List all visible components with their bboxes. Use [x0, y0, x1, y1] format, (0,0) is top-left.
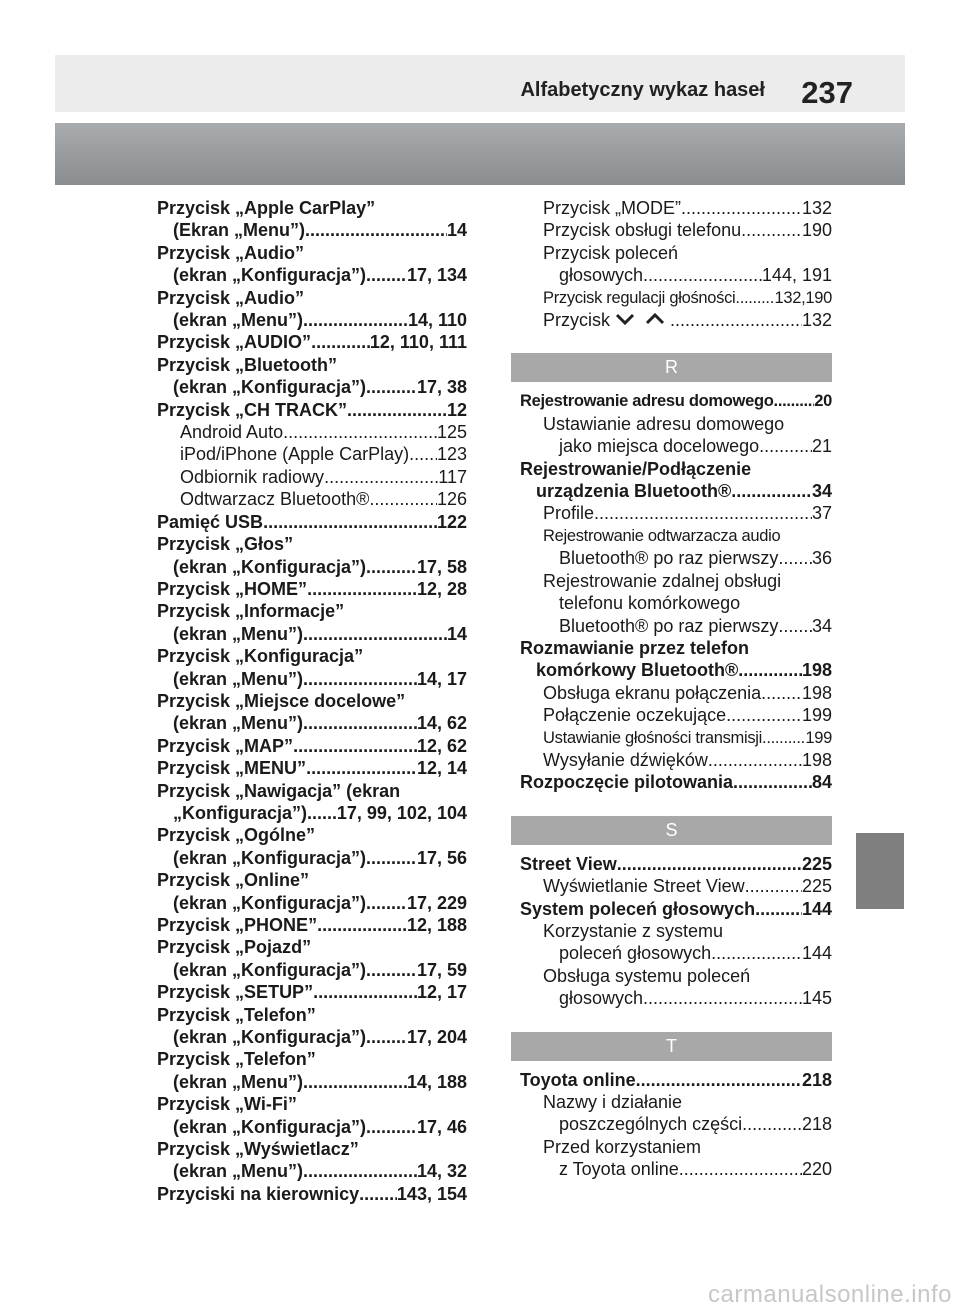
index-entry — [520, 1136, 832, 1158]
leader-dots — [303, 712, 417, 734]
index-entry — [157, 824, 467, 846]
entry-page: 21 — [811, 436, 832, 457]
entry-text: Bluetooth® po raz pierwszy — [559, 548, 779, 569]
entry-page: 14 — [446, 623, 467, 644]
entry-text: poszczególnych części — [559, 1114, 743, 1135]
leader-dots — [774, 390, 815, 412]
index-entry — [520, 242, 832, 264]
index-column-right — [520, 197, 832, 1181]
index-entry — [157, 1026, 467, 1048]
index-entry — [157, 1138, 467, 1160]
entry-page: 14, 62 — [416, 713, 467, 734]
section-thumb-tab — [856, 833, 904, 909]
entry-page: 84 — [811, 772, 832, 793]
entry-text: Ustawianie adresu domowego — [543, 413, 785, 434]
entry-text: Street View — [520, 853, 617, 874]
entry-text: (ekran „Konfiguracja”) — [173, 556, 367, 577]
entry-text: Przycisk „PHONE” — [157, 915, 318, 935]
entry-text: Przycisk „Audio” — [157, 242, 305, 263]
entry-page: 17, 59 — [416, 959, 467, 980]
index-entry — [157, 399, 467, 421]
index-entry — [157, 488, 467, 510]
index-entry — [520, 637, 832, 659]
index-entry — [157, 623, 467, 645]
index-entry — [157, 219, 467, 241]
index-entry — [157, 600, 467, 622]
entry-page: 12, 28 — [416, 578, 467, 599]
entry-text: Rozpoczęcie pilotowania — [520, 772, 734, 793]
index-entry — [520, 682, 832, 704]
leader-dots — [409, 443, 437, 465]
entry-text: Obsługa ekranu połączenia — [543, 682, 762, 703]
entry-text: Rejestrowanie adresu domowego — [520, 392, 774, 411]
entry-page: 12, 14 — [416, 758, 467, 779]
section-gap — [520, 845, 832, 853]
entry-page: 198 — [801, 749, 832, 770]
entry-text: (ekran „Menu”) — [173, 1071, 304, 1092]
index-entry — [157, 892, 467, 914]
leader-dots — [679, 1158, 802, 1180]
index-entry — [520, 853, 832, 875]
entry-text: poleceń głosowych — [559, 943, 712, 964]
entry-text: Bluetooth® po raz pierwszy — [559, 615, 779, 636]
entry-page: 12, 17 — [416, 982, 467, 1003]
index-entry — [520, 727, 832, 749]
leader-dots — [594, 502, 812, 524]
index-entry — [157, 914, 467, 936]
index-entry — [520, 1113, 832, 1135]
index-entry — [520, 390, 832, 412]
entry-text: (ekran „Menu”) — [173, 623, 304, 644]
index-entry — [520, 1091, 832, 1113]
entry-page: 218 — [801, 1069, 832, 1090]
entry-text: Przycisk „Apple CarPlay” — [157, 198, 376, 218]
entry-page: 132 — [801, 310, 832, 331]
index-entry — [157, 1004, 467, 1026]
leader-dots — [643, 264, 762, 286]
index-entry — [157, 578, 467, 600]
entry-text: Przycisk — [543, 310, 610, 331]
entry-text: (Ekran „Menu”) — [173, 220, 306, 241]
index-entry — [520, 875, 832, 897]
index-entry — [157, 1183, 467, 1205]
leader-dots — [313, 981, 417, 1003]
entry-text: Nazwy i działanie — [543, 1092, 683, 1112]
index-entry — [520, 771, 832, 793]
entry-page: 12, 188 — [406, 915, 467, 935]
entry-text: Przycisk „MODE” — [543, 198, 681, 218]
entry-text: Przycisk „Miejsce docelowe” — [157, 690, 406, 711]
index-entry — [520, 749, 832, 771]
entry-text: Pamięć USB — [157, 511, 264, 532]
entry-page: 198 — [801, 682, 832, 703]
leader-dots — [303, 668, 417, 690]
entry-page: 17, 56 — [416, 847, 467, 868]
page-number: 237 — [801, 75, 853, 110]
index-entry — [157, 309, 467, 331]
index-entry — [157, 511, 467, 533]
index-entry — [157, 959, 467, 981]
leader-dots — [303, 623, 447, 645]
entry-page: 123 — [436, 444, 467, 465]
leader-dots — [369, 488, 437, 510]
entry-page: 199 — [805, 728, 832, 747]
leader-dots — [755, 898, 802, 920]
leader-dots — [617, 853, 802, 875]
section-gap — [520, 1061, 832, 1069]
page-header — [55, 55, 905, 112]
index-entry — [157, 936, 467, 958]
letter-heading: T — [511, 1032, 832, 1061]
entry-text: Przycisk regulacji głośności — [543, 288, 736, 307]
entry-text: Przycisk „Bluetooth” — [157, 354, 338, 375]
leader-dots — [366, 264, 407, 286]
entry-text: Rozmawianie przez telefon — [520, 637, 750, 658]
entry-page: 198 — [801, 660, 832, 681]
leader-dots — [759, 435, 812, 457]
entry-text: Przycisk „MENU” — [157, 758, 307, 779]
chevron-down-icon — [614, 309, 636, 331]
index-entry — [520, 920, 832, 942]
entry-text: Odbiornik radiowy — [180, 466, 325, 487]
index-entry — [520, 413, 832, 435]
index-entry — [520, 592, 832, 614]
leader-dots — [670, 309, 802, 331]
entry-text: Android Auto — [180, 422, 284, 443]
index-entry — [157, 757, 467, 779]
index-entry — [157, 354, 467, 376]
index-entry — [157, 556, 467, 578]
entry-page: 122 — [436, 511, 467, 532]
entry-page: 17, 204 — [406, 1027, 467, 1048]
entry-text: Przycisk „MAP” — [157, 735, 294, 756]
index-entry — [157, 287, 467, 309]
entry-text: Przycisk „Online” — [157, 870, 310, 891]
entry-text: urządzenia Bluetooth® — [536, 481, 732, 502]
entry-text: Przycisk „Nawigacja” (ekran — [157, 780, 401, 801]
leader-dots — [307, 802, 337, 824]
index-entry — [157, 533, 467, 555]
entry-page: 34 — [811, 615, 832, 636]
leader-dots — [366, 1116, 417, 1138]
entry-page: 218 — [801, 1114, 832, 1135]
entry-text: Przycisk „Telefon” — [157, 1049, 316, 1070]
entry-text: Przycisk „Pojazd” — [157, 937, 312, 958]
leader-dots — [742, 1113, 802, 1135]
index-entry — [520, 942, 832, 964]
entry-page: 14, 188 — [406, 1071, 467, 1092]
entry-page: 199 — [801, 705, 832, 726]
entry-page: 125 — [436, 422, 467, 443]
entry-page: 145 — [801, 988, 832, 1009]
entry-page: 37 — [811, 503, 832, 524]
section-gap — [520, 331, 832, 353]
index-entry — [157, 197, 467, 219]
entry-text: Przycisk „Wyświetlacz” — [157, 1139, 359, 1160]
entry-page: 14, 17 — [416, 668, 467, 689]
entry-page: 143, 154 — [396, 1183, 467, 1204]
leader-dots — [745, 875, 802, 897]
index-entry — [520, 547, 832, 569]
index-entry — [157, 735, 467, 757]
entry-page: 144 — [801, 943, 832, 964]
entry-text: Rejestrowanie zdalnej obsługi — [543, 570, 782, 591]
leader-dots — [636, 1069, 802, 1091]
entry-text: Przycisk „Głos” — [157, 534, 294, 555]
entry-text: Przycisk „AUDIO” — [157, 332, 312, 353]
index-entry — [520, 435, 832, 457]
index-entry — [157, 466, 467, 488]
leader-dots — [366, 847, 417, 869]
leader-dots — [366, 556, 417, 578]
entry-text: (ekran „Konfiguracja”) — [173, 892, 367, 913]
index-entry — [520, 197, 832, 219]
index-entry — [157, 981, 467, 1003]
entry-text: komórkowy Bluetooth® — [536, 660, 739, 681]
entry-text: Profile — [543, 503, 595, 524]
entry-text: Przycisk „Konfiguracja” — [157, 646, 364, 667]
index-entry — [520, 287, 832, 309]
entry-text: Toyota online — [520, 1069, 636, 1090]
leader-dots — [311, 331, 370, 353]
entry-page: 17, 99, 102, 104 — [336, 802, 467, 823]
entry-text: Wyświetlanie Street View — [543, 876, 745, 897]
index-entry — [157, 264, 467, 286]
leader-dots — [283, 421, 437, 443]
entry-page: 117 — [438, 466, 467, 487]
leader-dots — [681, 197, 802, 219]
section-title: Alfabetyczny wykaz haseł — [520, 79, 765, 101]
entry-text: Odtwarzacz Bluetooth® — [180, 489, 370, 510]
section-gap — [520, 382, 832, 390]
entry-text: Przycisk „Ogólne” — [157, 825, 316, 846]
letter-heading: R — [511, 353, 832, 382]
index-entry — [157, 1093, 467, 1115]
entry-page: 17, 134 — [406, 265, 467, 286]
entry-text: iPod/iPhone (Apple CarPlay) — [180, 444, 410, 465]
entry-page: 14, 110 — [407, 310, 467, 331]
index-entry — [157, 780, 467, 802]
index-entry — [157, 376, 467, 398]
index-entry — [520, 898, 832, 920]
index-entry — [520, 264, 832, 286]
entry-text: Przycisk obsługi telefonu — [543, 220, 742, 241]
entry-text: (ekran „Menu”) — [173, 1161, 304, 1182]
index-entry — [157, 421, 467, 443]
section-gap — [520, 794, 832, 816]
index-entry — [520, 525, 832, 547]
index-entry — [157, 712, 467, 734]
index-entry — [520, 659, 832, 681]
entry-text: Przycisk „SETUP” — [157, 982, 314, 1003]
index-entry-chevron — [520, 309, 832, 331]
entry-text: Połączenie oczekujące — [543, 705, 727, 726]
leader-dots — [366, 892, 407, 914]
index-entry — [520, 480, 832, 502]
letter-heading: S — [511, 816, 832, 845]
entry-text: Przycisk „Wi-Fi” — [157, 1094, 297, 1115]
leader-dots — [305, 219, 447, 241]
index-entry — [157, 242, 467, 264]
entry-page: 14 — [446, 220, 467, 241]
index-entry — [520, 219, 832, 241]
entry-text: (ekran „Menu”) — [173, 713, 304, 734]
entry-page: 17, 38 — [416, 377, 467, 398]
index-entry — [157, 443, 467, 465]
index-entry — [157, 645, 467, 667]
index-entry — [520, 704, 832, 726]
entry-text: (ekran „Konfiguracja”) — [173, 1116, 367, 1137]
entry-text: telefonu komórkowego — [559, 593, 741, 614]
entry-text: (ekran „Konfiguracja”) — [173, 1027, 367, 1048]
entry-text: Przyciski na kierownicy — [157, 1183, 360, 1204]
entry-page: 12, 110, 111 — [369, 332, 467, 353]
index-entry — [520, 615, 832, 637]
watermark: carmanualsonline.info — [708, 1281, 952, 1308]
leader-dots — [317, 914, 407, 936]
entry-page: 220 — [801, 1159, 832, 1180]
entry-page: 17, 229 — [406, 892, 467, 913]
leader-dots — [366, 959, 417, 981]
entry-text: (ekran „Konfiguracja”) — [173, 847, 367, 868]
leader-dots — [293, 735, 417, 757]
leader-dots — [324, 466, 438, 488]
entry-text: Przycisk „Audio” — [157, 287, 305, 308]
leader-dots — [347, 399, 447, 421]
entry-text: jako miejsca docelowego — [559, 436, 760, 457]
entry-text: Przed korzystaniem — [543, 1136, 702, 1157]
entry-page: 14, 32 — [416, 1161, 467, 1182]
leader-dots — [643, 987, 802, 1009]
index-entry — [520, 1158, 832, 1180]
index-entry — [157, 1160, 467, 1182]
leader-dots — [303, 1160, 417, 1182]
leader-dots — [366, 1026, 407, 1048]
entry-text: Przycisk poleceń — [543, 242, 679, 263]
entry-text: głosowych — [559, 265, 644, 286]
leader-dots — [741, 219, 802, 241]
entry-text: z Toyota online — [559, 1159, 679, 1180]
leader-dots — [263, 511, 437, 533]
leader-dots — [726, 704, 802, 726]
entry-page: 144, 191 — [761, 265, 832, 286]
index-entry — [157, 331, 467, 353]
entry-page: 132,190 — [774, 288, 832, 307]
index-entry — [157, 869, 467, 891]
header-band — [55, 123, 905, 185]
leader-dots — [738, 659, 802, 681]
entry-text: (ekran „Menu”) — [173, 668, 304, 689]
entry-text: Przycisk „Informacje” — [157, 601, 345, 622]
index-entry — [157, 690, 467, 712]
leader-dots — [778, 615, 812, 637]
leader-dots — [711, 942, 802, 964]
entry-text: „Konfiguracja”) — [173, 802, 308, 823]
entry-text: System poleceń głosowych — [520, 898, 756, 919]
entry-text: Rejestrowanie odtwarzacza audio — [543, 526, 781, 545]
entry-text: Przycisk „Telefon” — [157, 1004, 316, 1025]
entry-page: 17, 46 — [416, 1116, 467, 1137]
leader-dots — [733, 771, 812, 793]
entry-text: Wysyłanie dźwięków — [543, 749, 708, 770]
index-column-left — [157, 197, 467, 1205]
index-entry — [520, 502, 832, 524]
leader-dots — [708, 749, 802, 771]
leader-dots — [303, 1071, 407, 1093]
leader-dots — [306, 757, 417, 779]
index-entry — [157, 1048, 467, 1070]
leader-dots — [303, 309, 408, 331]
leader-dots — [731, 480, 812, 502]
entry-text: (ekran „Konfiguracja”) — [173, 959, 367, 980]
index-entry — [157, 1071, 467, 1093]
entry-text: (ekran „Konfiguracja”) — [173, 265, 367, 286]
entry-page: 225 — [801, 853, 832, 874]
entry-page: 144 — [801, 898, 832, 919]
leader-dots — [762, 727, 805, 749]
entry-page: 34 — [811, 481, 832, 502]
entry-text: głosowych — [559, 988, 644, 1009]
index-entry — [157, 847, 467, 869]
index-entry — [157, 668, 467, 690]
leader-dots — [307, 578, 417, 600]
entry-text: Rejestrowanie/Podłączenie — [520, 458, 752, 479]
entry-text: Przycisk „CH TRACK” — [157, 399, 348, 420]
entry-page: 36 — [811, 548, 832, 569]
index-entry — [520, 458, 832, 480]
entry-page: 17, 58 — [416, 556, 467, 577]
leader-dots — [735, 287, 774, 309]
entry-page: 126 — [436, 489, 467, 510]
entry-text: Obsługa systemu poleceń — [543, 965, 751, 986]
index-entry — [157, 1116, 467, 1138]
leader-dots — [359, 1183, 397, 1205]
index-entry — [157, 802, 467, 824]
entry-text: (ekran „Konfiguracja”) — [173, 377, 367, 398]
entry-text: Przycisk „HOME” — [157, 578, 308, 599]
entry-page: 132 — [801, 198, 832, 218]
chevron-up-icon — [644, 309, 666, 331]
leader-dots — [366, 376, 417, 398]
entry-text: Korzystanie z systemu — [543, 920, 724, 941]
entry-page: 20 — [814, 392, 832, 411]
index-entry — [520, 570, 832, 592]
letter-sections — [520, 331, 832, 1180]
leader-dots — [778, 547, 812, 569]
leader-dots — [761, 682, 802, 704]
index-entry — [520, 1069, 832, 1091]
entry-text: (ekran „Menu”) — [173, 310, 304, 331]
index-entry — [520, 965, 832, 987]
entry-page: 225 — [801, 876, 832, 897]
entry-text: Ustawianie głośności transmisji — [543, 728, 763, 747]
entry-page: 190 — [801, 220, 832, 241]
entry-page: 12 — [446, 399, 467, 420]
p-continued-list — [520, 197, 832, 309]
entry-page: 12, 62 — [416, 735, 467, 756]
index-entry — [520, 987, 832, 1009]
section-gap — [520, 1010, 832, 1032]
